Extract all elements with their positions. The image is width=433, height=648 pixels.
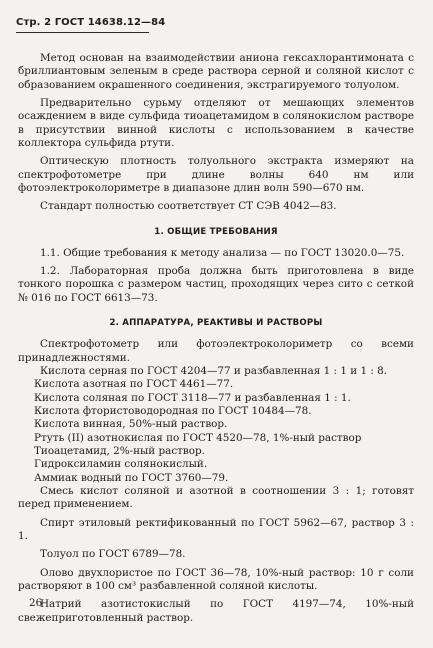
section-2-paragraph-toluene: Толуол по ГОСТ 6789—78. (40, 548, 186, 561)
section-1-paragraph-2: 1.2. Лабораторная проба должна быть приготовлена в виде тонкого порошка с размером частиц, проходящих через сито с сеткой № 016 по ГОСТ 6613—73. (18, 265, 414, 304)
reagent-item: Ртуть (II) азотнокислая по ГОСТ 4520—78, 1%-ный раствор (34, 431, 362, 444)
section-1-title: 1. ОБЩИЕ ТРЕБОВАНИЯ (154, 226, 278, 237)
reagent-item: Тиоацетамид, 2%-ный раствор. (34, 444, 205, 457)
section-2-paragraph-sulfuric-acid: Кислота серная по ГОСТ 4204—77 и разбавленная 1 : 1 и 1 : 8. (40, 364, 388, 377)
page-number: 26 (29, 597, 43, 609)
page-header: Стр. 2 ГОСТ 14638.12—84 (16, 17, 166, 28)
reagent-item: Гидроксиламин солянокислый. (34, 458, 208, 471)
intro-paragraph-separation: Предварительно сурьму отделяют от мешающих элементов осаждением в виде сульфида тиоацетамидом в солянокислом растворе в присутствии винной кислоты с использованием в качестве коллектора сульфида ртути. (18, 97, 414, 150)
section-1-paragraph-1: 1.1. Общие требования к методу анализа — по ГОСТ 13020.0—75. (40, 246, 405, 259)
section-2-paragraph-ethanol: Спирт этиловый ректификованный по ГОСТ 5962—67, раствор 3 : 1. (18, 516, 414, 542)
reagent-item: Кислота винная, 50%-ный раствор. (34, 418, 228, 431)
reagent-item: Кислота соляная по ГОСТ 3118—77 и разбавленная 1 : 1. (34, 391, 351, 404)
intro-paragraph-standard: Стандарт полностью соответствует СТ СЭВ 4042—83. (40, 200, 337, 213)
header-rule (16, 32, 149, 33)
section-2-paragraph-apparatus: Спектрофотометр или фотоэлектроколориметр со всеми принадлежностями. (18, 338, 414, 364)
section-2-paragraph-sodium-nitrite: Натрий азотистокислый по ГОСТ 4197—74, 10%-ный свежеприготовленный раствор. (18, 598, 414, 624)
section-2-paragraph-tin-chloride: Олово двухлористое по ГОСТ 36—78, 10%-ный раствор: 10 г соли растворяют в 100 см³ разбавленной соляной кислоты. (18, 566, 414, 592)
section-2-title: 2. АППАРАТУРА, РЕАКТИВЫ И РАСТВОРЫ (109, 318, 323, 329)
intro-paragraph-method: Метод основан на взаимодействии аниона гексахлорантимоната с бриллиантовым зеленым в среде раствора серной и соляной кислот с образованием окрашенного соединения, экстрагируемого толуолом. (18, 52, 414, 91)
reagent-item: Кислота азотная по ГОСТ 4461—77. (34, 378, 234, 391)
reagent-item: Кислота фтористоводородная по ГОСТ 10484—78. (34, 404, 312, 417)
reagent-item: Аммиак водный по ГОСТ 3760—79. (34, 471, 229, 484)
intro-paragraph-measurement: Оптическую плотность толуольного экстракта измеряют на спектрофотометре при длине волны 640 нм или фотоэлектроколориметре в диапазоне длин волн 590—670 нм. (18, 155, 414, 195)
section-2-paragraph-acid-mixture: Смесь кислот соляной и азотной в соотношении 3 : 1; готовят перед применением. (18, 484, 414, 511)
document-body (18, 52, 414, 625)
